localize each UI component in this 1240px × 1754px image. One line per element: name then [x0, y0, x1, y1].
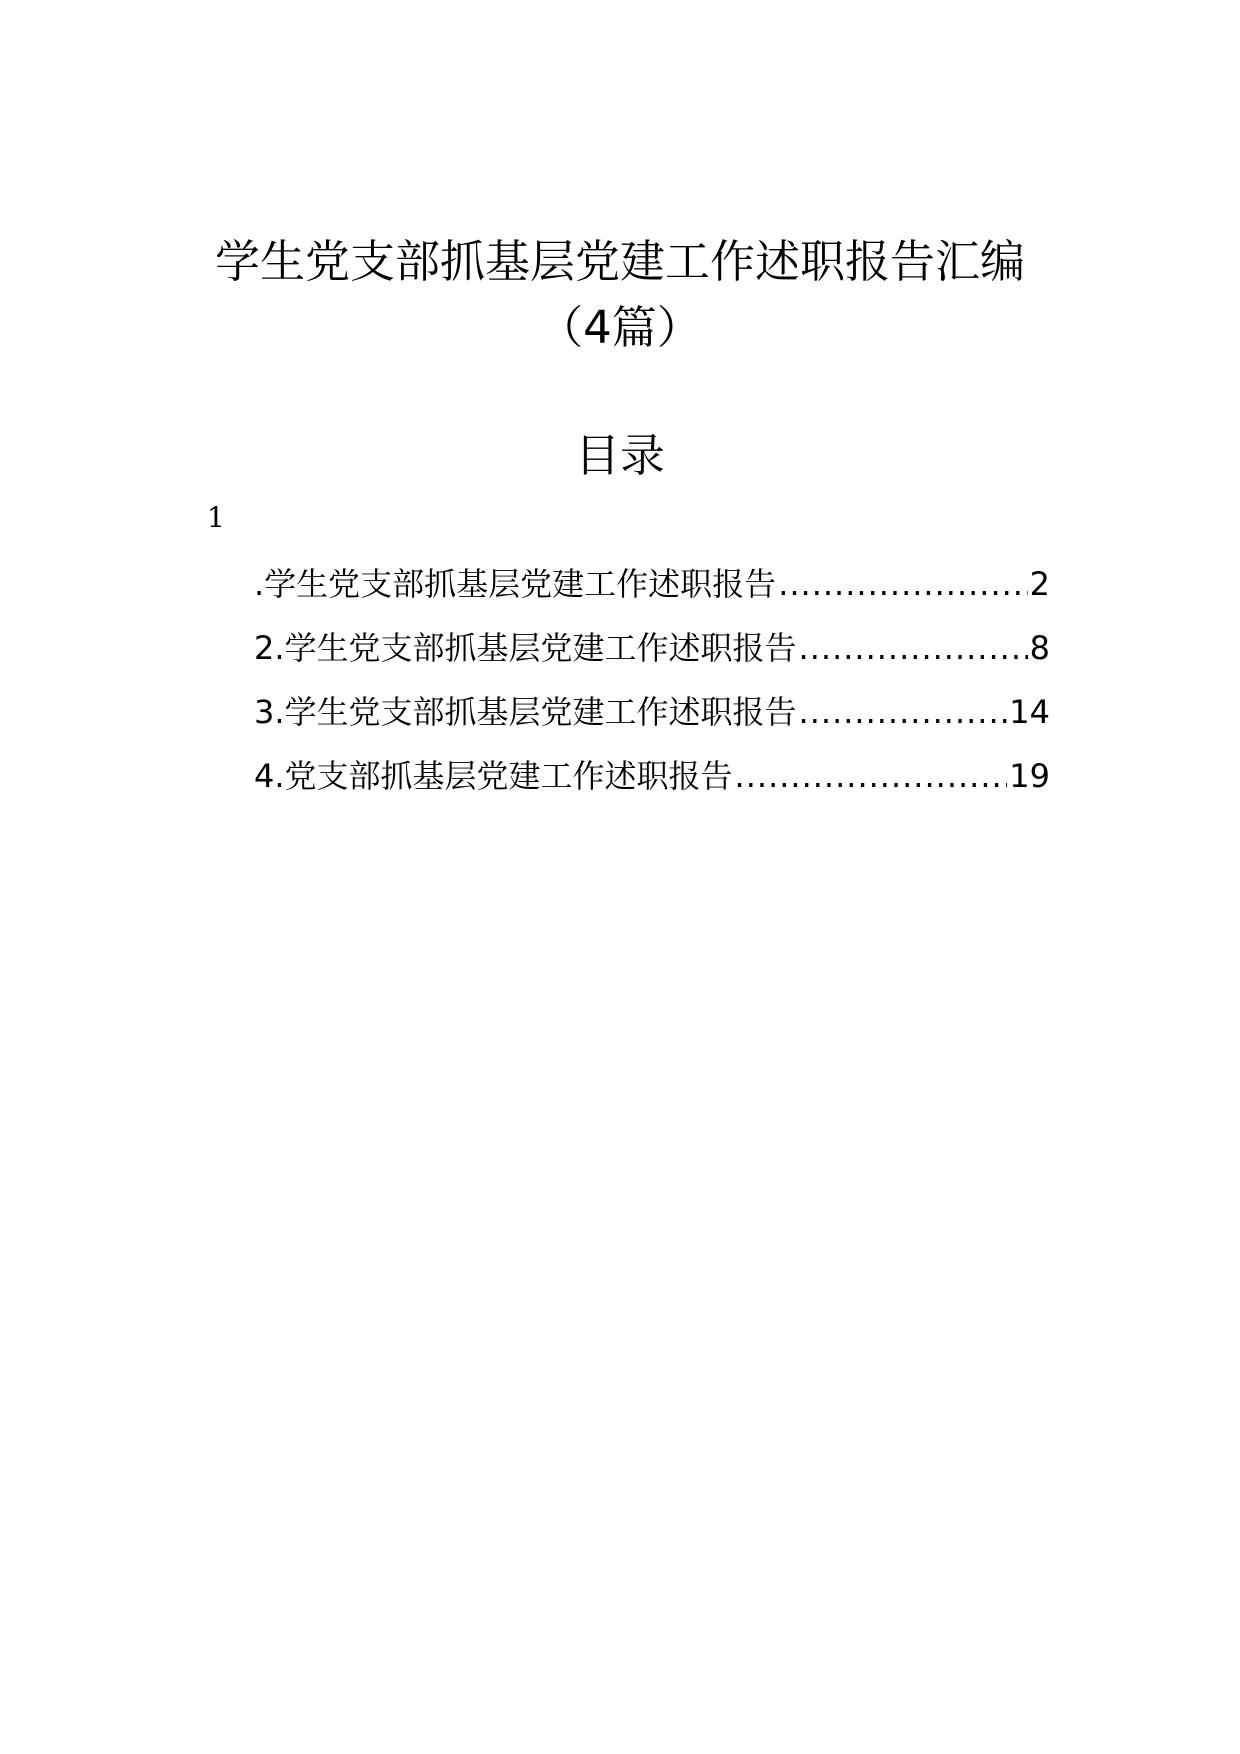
toc-entry-page: 19: [1009, 757, 1050, 795]
toc-entry-page: 8: [1029, 629, 1050, 667]
document-subtitle: （4篇）: [538, 301, 702, 354]
toc-leader-dots: [799, 626, 1028, 670]
toc-leader-dots: [799, 690, 1008, 734]
document-title: 学生党支部抓基层党建工作述职报告汇编: [214, 235, 1025, 288]
toc-leader-dots: [735, 754, 1008, 798]
toc-entry-label: 3.学生党支部抓基层党建工作述职报告: [254, 693, 797, 731]
toc-entry-label: .学生党支部抓基层党建工作述职报告: [254, 565, 777, 603]
toc-entry-label: 2.学生党支部抓基层党建工作述职报告: [254, 629, 797, 667]
toc-entry[interactable]: [254, 754, 1050, 818]
toc-entry[interactable]: [254, 690, 1050, 754]
list-number: 1: [207, 501, 225, 534]
toc-entry[interactable]: [254, 562, 1050, 626]
toc-entry-label: 4.党支部抓基层党建工作述职报告: [254, 757, 733, 795]
toc-entry-page: 14: [1009, 693, 1050, 731]
toc-leader-dots: [778, 562, 1027, 606]
table-of-contents: [254, 562, 1050, 818]
toc-entry[interactable]: [254, 626, 1050, 690]
toc-entry-page: 2: [1029, 565, 1050, 603]
toc-heading: 目录: [574, 429, 665, 482]
